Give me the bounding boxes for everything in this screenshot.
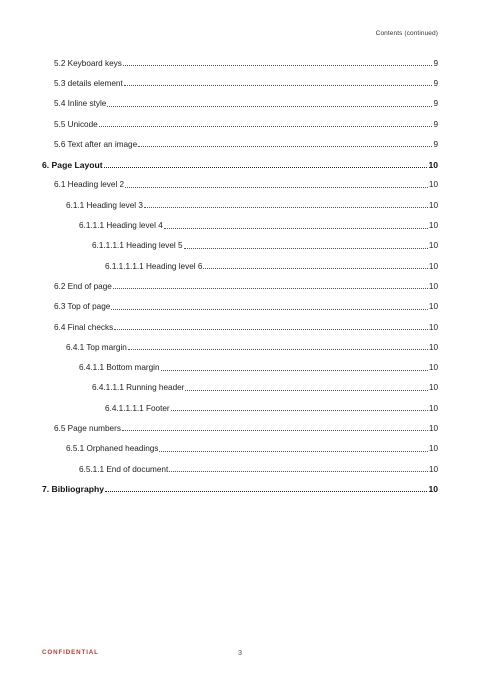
toc-dot-leader bbox=[159, 444, 427, 454]
toc-entry-page-number: 10 bbox=[428, 342, 438, 352]
toc-dot-leader bbox=[138, 139, 432, 149]
toc-dot-leader bbox=[203, 261, 427, 271]
toc-entry-title: 6.3 Top of page bbox=[54, 302, 111, 312]
toc-entry[interactable] bbox=[42, 459, 438, 479]
toc-entry-page-number: 10 bbox=[428, 281, 438, 291]
toc-entry-page-number: 10 bbox=[428, 302, 438, 312]
toc-entry[interactable] bbox=[42, 175, 438, 195]
toc-entry-page-number: 10 bbox=[428, 159, 438, 170]
toc-entry-page-number: 10 bbox=[428, 464, 438, 474]
toc-entry-page-number: 9 bbox=[433, 58, 438, 68]
page-number: 3 bbox=[237, 648, 243, 657]
toc-entry[interactable] bbox=[42, 236, 438, 256]
toc-dot-leader bbox=[128, 342, 428, 352]
toc-entry-title: 5.2 Keyboard keys bbox=[54, 58, 122, 68]
toc-entry-title: 6.4.1 Top margin bbox=[66, 342, 127, 352]
toc-dot-leader bbox=[105, 484, 427, 494]
toc-entry-page-number: 10 bbox=[428, 363, 438, 373]
toc-entry-title: 6.1.1 Heading level 3 bbox=[66, 200, 143, 210]
toc-entry-page-number: 9 bbox=[433, 139, 438, 149]
toc-entry-title: 6.4 Final checks bbox=[54, 322, 114, 332]
table-of-contents bbox=[42, 53, 438, 500]
toc-entry[interactable] bbox=[42, 94, 438, 114]
toc-entry-page-number: 10 bbox=[428, 484, 438, 495]
toc-entry-page-number: 9 bbox=[433, 78, 438, 88]
toc-entry-page-number: 9 bbox=[433, 119, 438, 129]
toc-dot-leader bbox=[99, 119, 433, 129]
toc-dot-leader bbox=[164, 221, 428, 231]
toc-entry-page-number: 10 bbox=[428, 403, 438, 413]
toc-entry[interactable] bbox=[42, 114, 438, 134]
toc-entry-title: 5.4 Inline style bbox=[54, 99, 107, 109]
toc-entry-title: 6.2 End of page bbox=[54, 281, 112, 291]
toc-dot-leader bbox=[144, 200, 428, 210]
toc-entry-title: 6.1.1.1.1 Heading level 5 bbox=[92, 241, 183, 251]
toc-entry-page-number: 10 bbox=[428, 423, 438, 433]
toc-dot-leader bbox=[104, 160, 428, 170]
toc-entry-page-number: 10 bbox=[428, 322, 438, 332]
toc-entry[interactable] bbox=[42, 398, 438, 418]
toc-entry-title: 7. Bibliography bbox=[42, 484, 105, 495]
toc-entry-title: 5.3 details element bbox=[54, 78, 123, 88]
toc-dot-leader bbox=[124, 78, 433, 88]
toc-entry-title: 5.6 Text after an image bbox=[54, 139, 138, 149]
toc-dot-leader bbox=[111, 302, 428, 312]
toc-dot-leader bbox=[161, 363, 428, 373]
confidential-label: CONFIDENTIAL bbox=[42, 649, 99, 656]
toc-entry-title: 6. Page Layout bbox=[42, 159, 103, 170]
toc-entry[interactable] bbox=[42, 418, 438, 438]
toc-dot-leader bbox=[123, 58, 433, 68]
toc-entry-page-number: 10 bbox=[428, 261, 438, 271]
toc-dot-leader bbox=[171, 403, 428, 413]
toc-entry[interactable] bbox=[42, 53, 438, 73]
toc-entry-page-number: 10 bbox=[428, 200, 438, 210]
toc-entry[interactable] bbox=[42, 479, 438, 499]
toc-entry[interactable] bbox=[42, 154, 438, 174]
toc-entry-title: 6.1 Heading level 2 bbox=[54, 180, 125, 190]
toc-dot-leader bbox=[185, 383, 427, 393]
toc-entry-title: 6.4.1.1.1 Running header bbox=[92, 383, 185, 393]
toc-entry-title: 6.4.1.1 Bottom margin bbox=[79, 363, 160, 373]
toc-entry-page-number: 10 bbox=[428, 241, 438, 251]
toc-dot-leader bbox=[107, 99, 432, 109]
toc-entry[interactable] bbox=[42, 195, 438, 215]
toc-dot-leader bbox=[184, 241, 428, 251]
toc-entry[interactable] bbox=[42, 297, 438, 317]
toc-entry-title: 6.5.1 Orphaned headings bbox=[66, 444, 159, 454]
toc-entry-title: 6.1.1.1 Heading level 4 bbox=[79, 221, 163, 231]
toc-entry-title: 6.4.1.1.1.1 Footer bbox=[105, 403, 170, 413]
toc-entry[interactable] bbox=[42, 256, 438, 276]
toc-dot-leader bbox=[114, 322, 428, 332]
toc-entry[interactable] bbox=[42, 337, 438, 357]
running-header: Contents (continued) bbox=[375, 30, 438, 37]
toc-entry[interactable] bbox=[42, 439, 438, 459]
toc-entry-page-number: 10 bbox=[428, 444, 438, 454]
toc-dot-leader bbox=[122, 423, 428, 433]
toc-dot-leader bbox=[169, 464, 428, 474]
toc-entry-title: 6.5.1.1 End of document bbox=[79, 464, 169, 474]
toc-entry-page-number: 10 bbox=[428, 180, 438, 190]
toc-entry-page-number: 10 bbox=[428, 221, 438, 231]
toc-entry[interactable] bbox=[42, 357, 438, 377]
toc-entry-title: 6.5 Page numbers bbox=[54, 423, 121, 433]
toc-entry[interactable] bbox=[42, 276, 438, 296]
toc-entry-page-number: 9 bbox=[433, 99, 438, 109]
toc-entry-title: 6.1.1.1.1.1 Heading level 6 bbox=[105, 261, 203, 271]
toc-entry-page-number: 10 bbox=[428, 383, 438, 393]
toc-entry[interactable] bbox=[42, 378, 438, 398]
toc-entry[interactable] bbox=[42, 73, 438, 93]
toc-entry[interactable] bbox=[42, 134, 438, 154]
toc-dot-leader bbox=[125, 180, 428, 190]
toc-dot-leader bbox=[113, 281, 428, 291]
toc-entry[interactable] bbox=[42, 215, 438, 235]
toc-entry[interactable] bbox=[42, 317, 438, 337]
toc-entry-title: 5.5 Unicode bbox=[54, 119, 98, 129]
